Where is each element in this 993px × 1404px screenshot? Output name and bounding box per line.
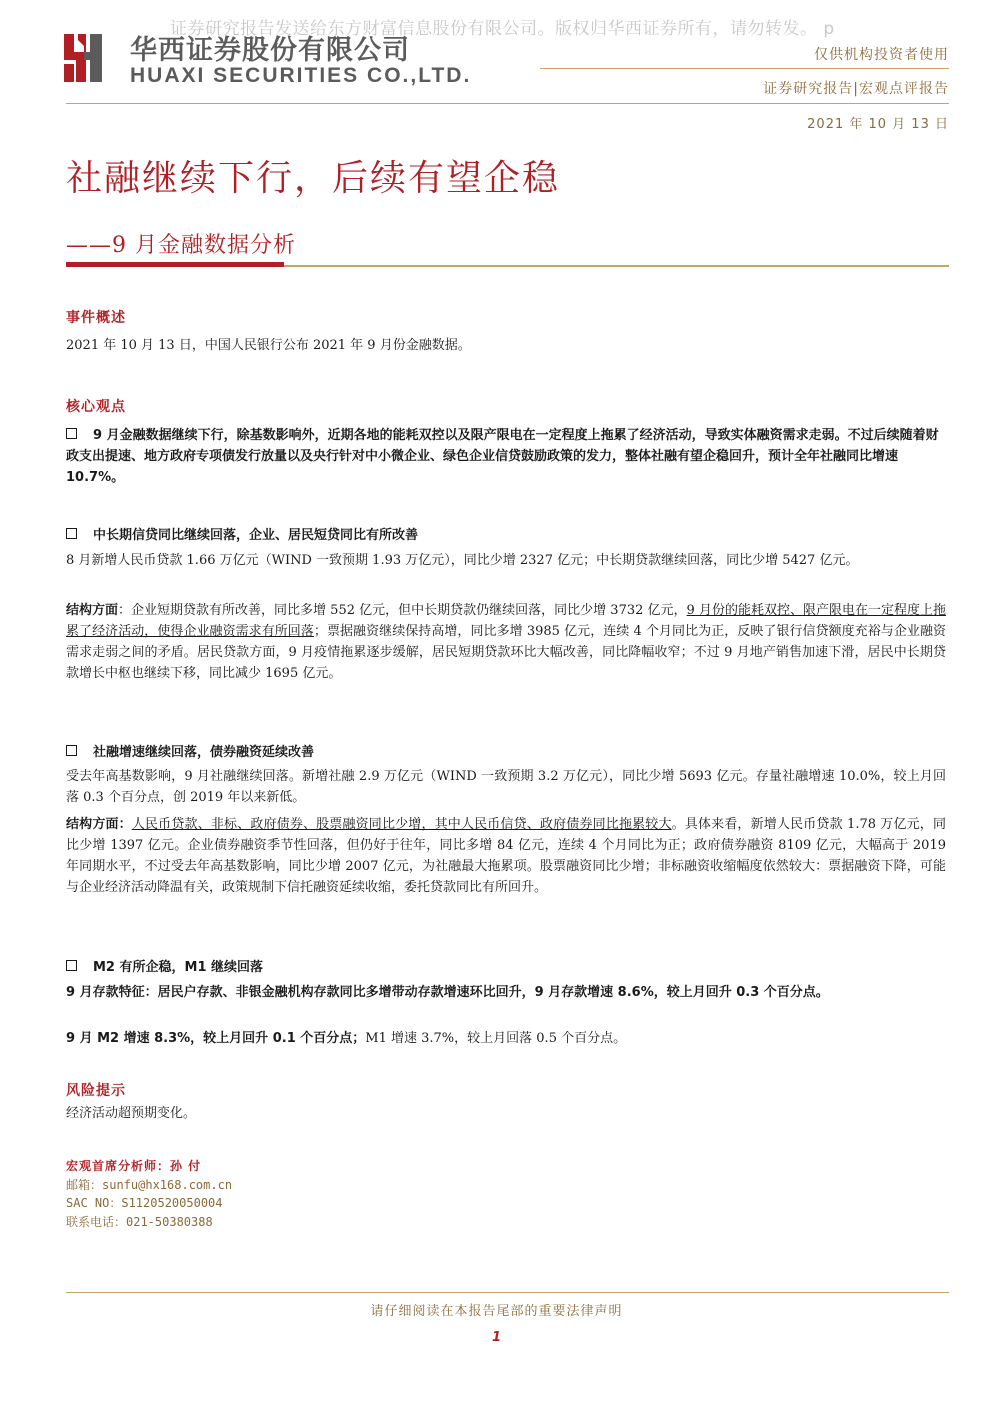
- sec1-para2: [66, 600, 946, 684]
- report-type-label: 证券研究报告|宏观点评报告: [763, 81, 949, 97]
- sec1-para1: 8 月新增人民币贷款 1.66 万亿元（WIND 一致预期 1.93 万亿元），同比少增 2327 亿元；中长期贷款继续回落，同比少增 5427 亿元。: [66, 553, 859, 568]
- analyst-title: 宏观首席分析师：孙 付: [66, 1159, 202, 1173]
- core-summary-text: 9 月金融数据继续下行，除基数影响外，近期各地的能耗双控以及限产限电在一定程度上拖累了经济活动，导致实体融资需求走弱。不过后续随着财政支出提速、地方政府专项债发行放量以及央行针对中小微企业、绿色企业信贷鼓励政策的发力，整体社融有望企稳回升，预计全年社融同比增速 10.7%。: [66, 428, 939, 485]
- sec2-heading: [66, 741, 314, 760]
- sec1-para2-underlined: 9 月份的能耗双控、限产限电在一定程度上拖累了经济活动，使得企业融资需求有所回落: [66, 603, 946, 639]
- sec3-para1: 9 月存款特征：居民户存款、非银金融机构存款同比多增带动存款增速环比回升，9 月存款增速 8.6%，较上月回升 0.3 个百分点。: [66, 985, 829, 1000]
- risk-text: 经济活动超预期变化。: [66, 1106, 197, 1121]
- sec3-heading: [66, 956, 263, 975]
- report-title: 社融继续下行，后续有望企稳: [66, 158, 561, 199]
- checkbox-bullet-icon: [66, 960, 77, 971]
- risk-heading: 风险提示: [66, 1083, 126, 1099]
- checkbox-bullet-icon: [66, 428, 77, 439]
- report-subtitle: ——9 月金融数据分析: [66, 233, 296, 258]
- sec1-para2-a: ：企业短期贷款有所改善，同比多增 552 亿元，但中长期贷款仍继续回落，同比少增 3732 亿元，: [118, 603, 687, 618]
- analyst-phone: 联系电话：021-50380388: [66, 1215, 213, 1229]
- sec2-para2-b: 。具体来看，新增人民币贷款 1.78 万亿元，同比少增 1397 亿元。企业债券融资季节性回落，但仍好于往年，同比多增 84 亿元，连续 4 个月同比为正；政府债券融资 8109 亿元，大幅高于 2019 年同期水平，不过受去年高基数影响，同比少增 2007 亿元，为社融最大拖累项。股票融资同比少增；非标融资收缩幅度依然较大：票据融资下降，可能与企业经济活动降温有关，政策规制下信托融资延续收缩，委托贷款同比有所回升。: [66, 817, 946, 895]
- header-divider-2: [66, 103, 949, 104]
- sec2-para1: 受去年高基数影响，9 月社融继续回落。新增社融 2.9 万亿元（WIND 一致预期 3.2 万亿元），同比少增 5693 亿元。存量社融增速 10.0%，较上月回落 0.3 个百分点，创 2019 年以来新低。: [66, 769, 946, 805]
- sec3-para2-rest: M1 增速 3.7%，较上月回落 0.5 个百分点。: [365, 1031, 627, 1046]
- watermark-text: 证券研究报告发送给东方财富信息股份有限公司。版权归华西证券所有，请勿转发。 p: [170, 19, 835, 39]
- checkbox-bullet-icon: [66, 745, 77, 756]
- sec2-structure-label: 结构方面：: [66, 817, 132, 832]
- footer-divider: [66, 1292, 949, 1293]
- core-heading: 核心观点: [66, 399, 126, 415]
- legal-notice: 请仔细阅读在本报告尾部的重要法律声明: [370, 1304, 623, 1319]
- report-date: 2021 年 10 月 13 日: [807, 117, 949, 132]
- sec3-para2: [66, 1028, 946, 1049]
- page-number: 1: [491, 1330, 502, 1345]
- checkbox-bullet-icon: [66, 528, 77, 539]
- header-divider-1: [540, 68, 949, 69]
- sec1-heading: [66, 524, 418, 543]
- sec2-para2-underlined: 人民币贷款、非标、政府债券、股票融资同比少增，其中人民币信贷、政府债券同比拖累较大: [131, 817, 672, 832]
- sec1-structure-label: 结构方面: [66, 603, 119, 618]
- company-logo: [64, 30, 112, 82]
- title-accent-bar: [66, 262, 284, 267]
- sec3-heading-text: M2 有所企稳，M1 继续回落: [93, 960, 264, 975]
- sec2-heading-text: 社融增速继续回落，债券融资延续改善: [93, 745, 315, 760]
- company-name-en: HUAXI SECURITIES CO.,LTD.: [130, 64, 472, 87]
- title-divider: [284, 265, 949, 267]
- institution-only-label: 仅供机构投资者使用: [814, 47, 949, 63]
- event-heading: 事件概述: [66, 310, 126, 326]
- sec2-para2: [66, 814, 946, 898]
- core-summary: [66, 425, 946, 488]
- sec3-para2-bold: 9 月 M2 增速 8.3%，较上月回升 0.1 个百分点；: [66, 1031, 366, 1046]
- analyst-sac: SAC NO：S1120520050004: [66, 1196, 223, 1210]
- sec1-heading-text: 中长期信贷同比继续回落，企业、居民短贷同比有所改善: [93, 528, 419, 543]
- analyst-email[interactable]: 邮箱：sunfu@hx168.com.cn: [66, 1178, 233, 1192]
- company-name-cn: 华西证券股份有限公司: [130, 35, 410, 66]
- sec1-para2-b: ；票据融资继续保持高增，同比多增 3985 亿元，连续 4 个月同比为正，反映了银行信贷额度充裕与企业融资需求走弱之间的矛盾。居民贷款方面，9 月疫情拖累逐步缓解，居民短期贷款环比大幅改善，同比降幅收窄；不过 9 月地产销售加速下滑，居民中长期贷款增长中枢也继续下移，同比减少 1695 亿元。: [66, 624, 946, 681]
- event-text: 2021 年 10 月 13 日，中国人民银行公布 2021 年 9 月份金融数据。: [66, 338, 471, 353]
